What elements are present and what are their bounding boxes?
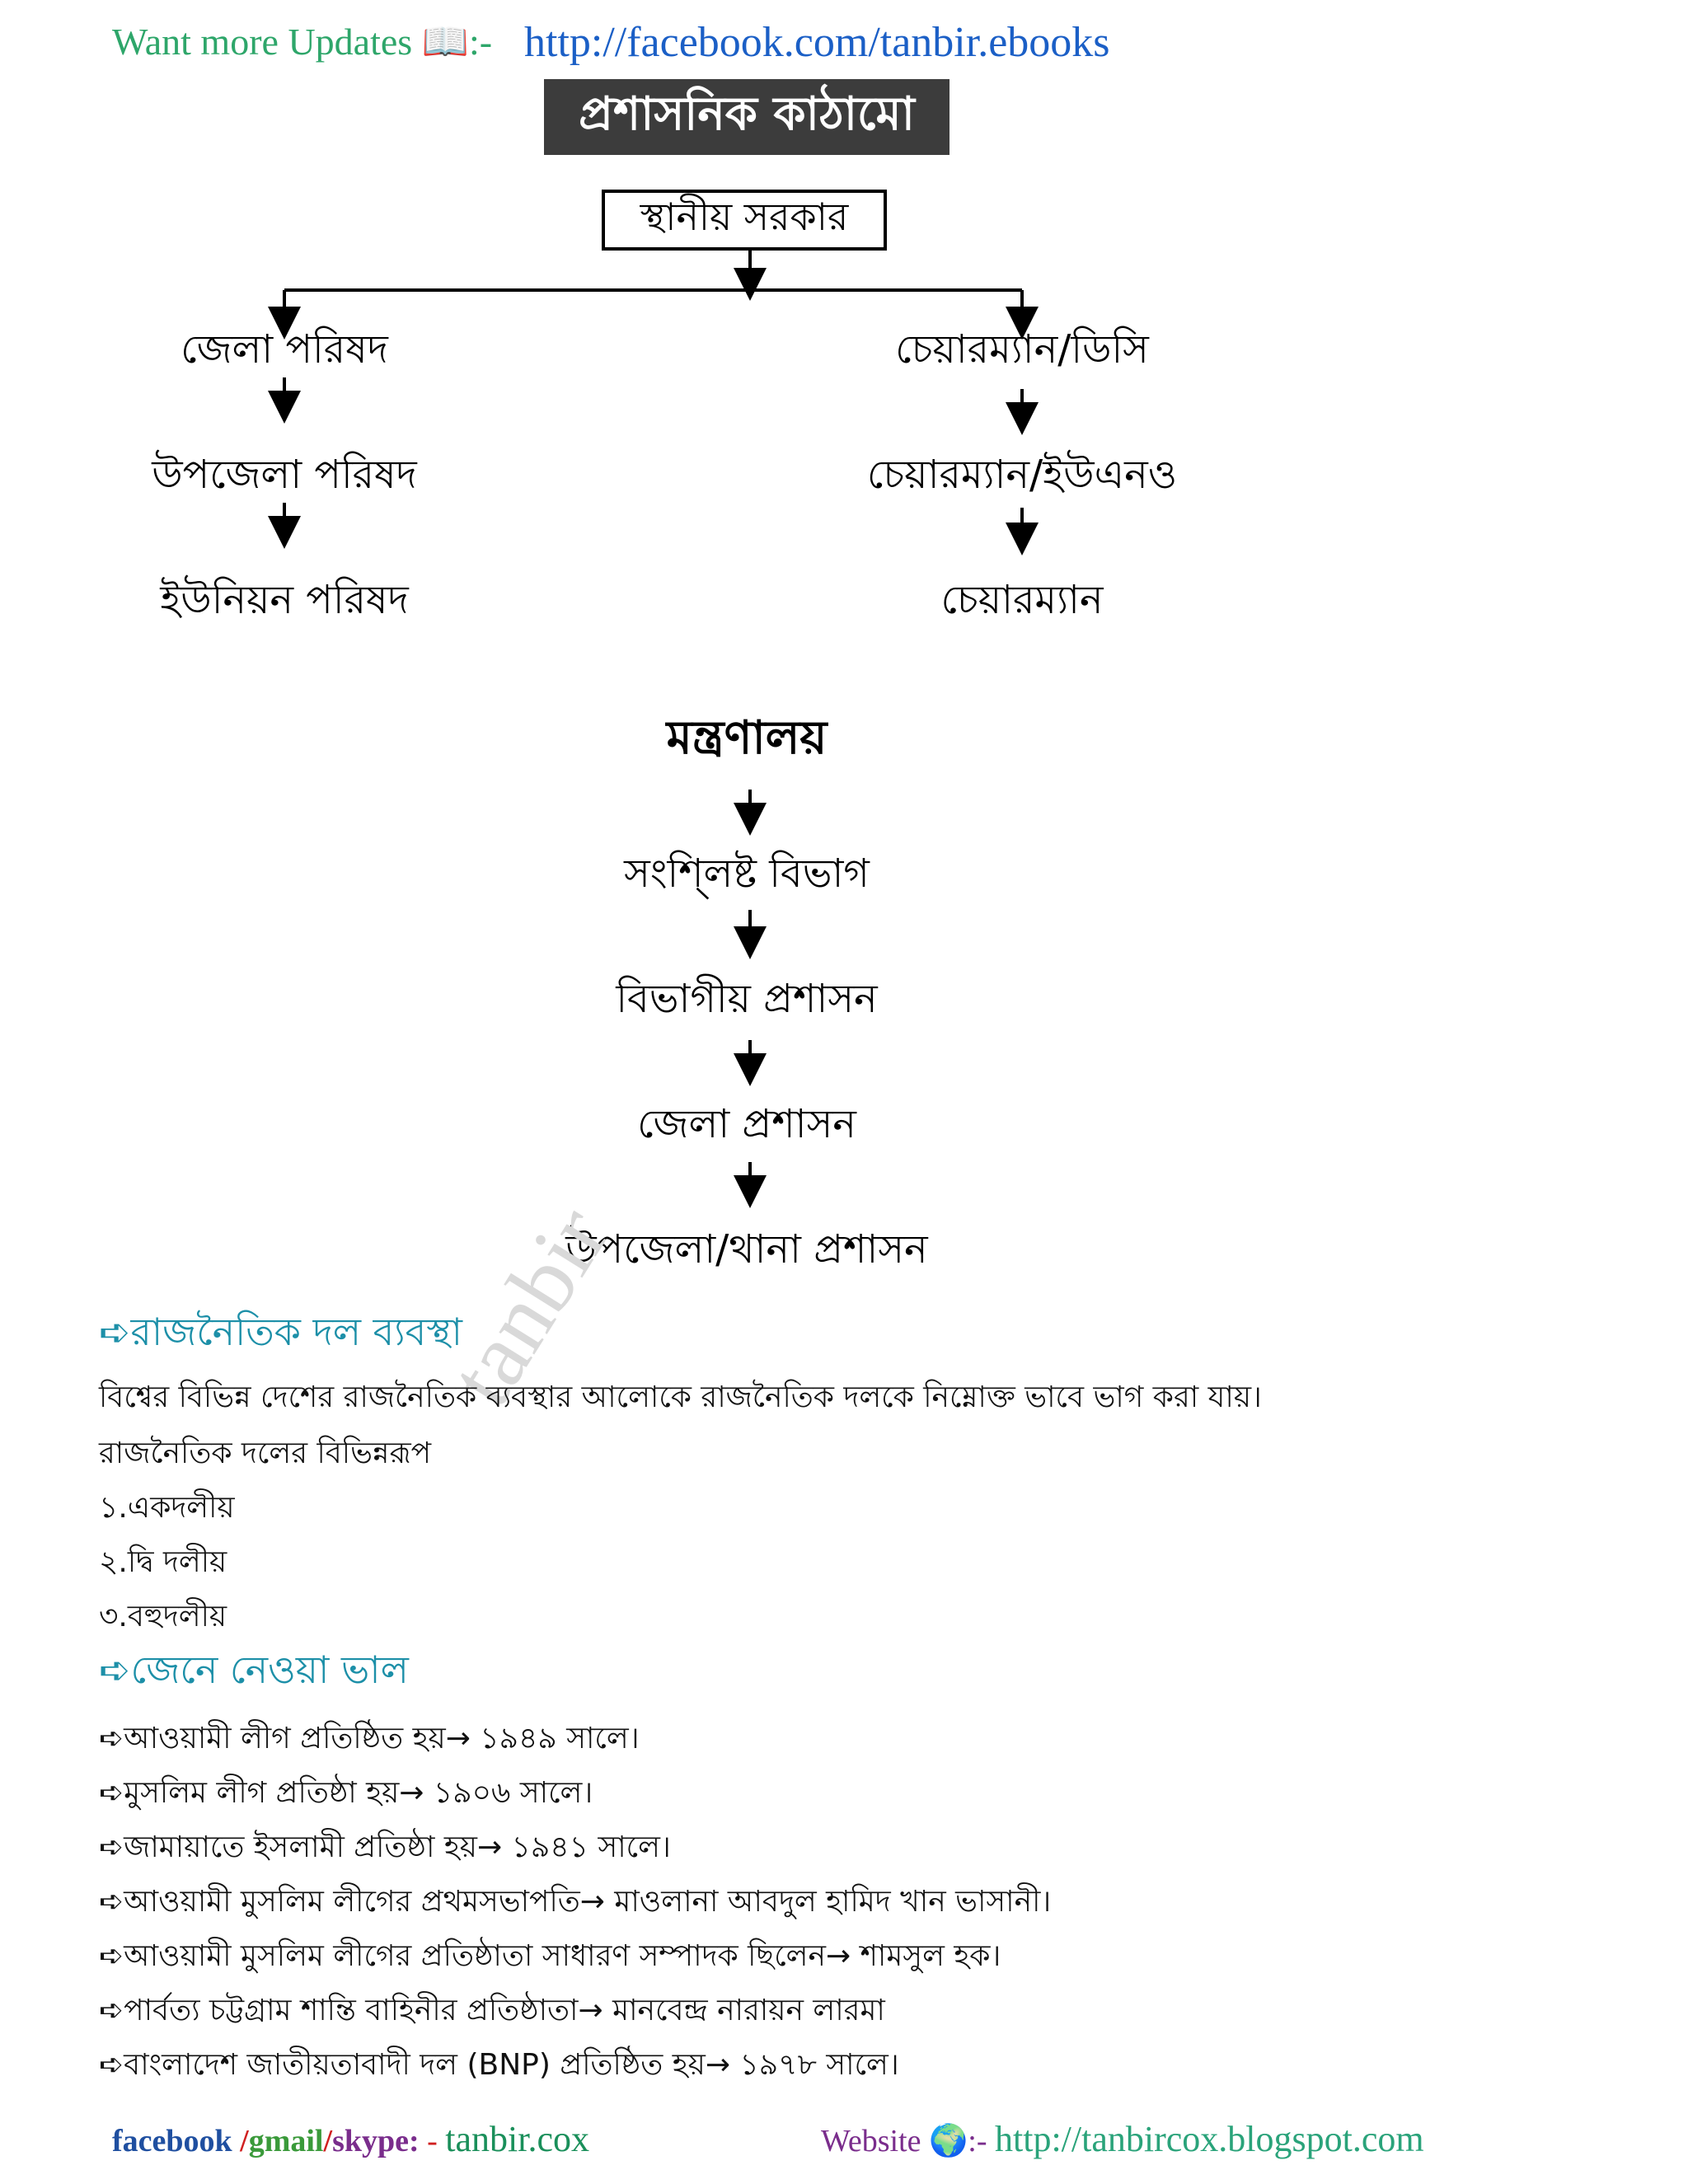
party-type-item: ৩.বহুদলীয় xyxy=(99,1600,227,1633)
chart-node-left-1: জেলা পরিষদ xyxy=(181,326,388,373)
fact-item: ➪জামায়াতে ইসলামী প্রতিষ্ঠা হয়→ ১৯৪১ সালে। xyxy=(99,1830,671,1864)
footer-website-label: Website 🌍:- xyxy=(821,2124,987,2158)
footer-contact xyxy=(112,2118,589,2160)
page-title: প্রশাসনিক কাঠামো xyxy=(544,79,950,155)
chart-root-local-government: স্থানীয় সরকার xyxy=(602,190,887,251)
footer-facebook-label: facebook xyxy=(112,2124,232,2158)
footer-separator: / xyxy=(232,2124,249,2158)
chart-node-ministry-4: উপজেলা/থানা প্রশাসন xyxy=(565,1226,928,1272)
footer-separator: / xyxy=(323,2124,333,2158)
chart-node-right-2: চেয়ারম্যান/ইউএনও xyxy=(866,452,1178,498)
fact-item: ➪পার্বত্য চট্টগ্রাম শান্তি বাহিনীর প্রতিষ্ঠাতা→ মানবেন্দ্র নারায়ন লারমা xyxy=(99,1994,885,2027)
chart-node-left-2: উপজেলা পরিষদ xyxy=(152,452,417,498)
fact-item: ➪আওয়ামী মুসলিম লীগের প্রতিষ্ঠাতা সাধারণ সম্পাদক ছিলেন→ শামসুল হক। xyxy=(99,1939,1001,1973)
chart-node-ministry-1: সংশি্লষ্ট বিভাগ xyxy=(624,851,870,897)
section-heading-good-to-know: ➪জেনে নেওয়া ভাল xyxy=(99,1647,409,1692)
political-parties-intro: বিশ্বের বিভিন্ন দেশের রাজনৈতিক ব্যবস্থার আলোকে রাজনৈতিক দলকে নিম্নোক্ত ভাবে ভাগ করা যায়। xyxy=(99,1380,1262,1414)
political-parties-subhead: রাজনৈতিক দলের বিভিন্নরূপ xyxy=(99,1436,432,1470)
footer-skype-label: skype: xyxy=(332,2124,420,2158)
footer-website-link[interactable]: http://tanbircox.blogspot.com xyxy=(995,2119,1424,2159)
chart-node-ministry-3: জেলা প্রশাসন xyxy=(637,1101,856,1147)
header-facebook-link[interactable]: http://facebook.com/tanbir.ebooks xyxy=(524,19,1110,66)
chart-node-right-1: চেয়ারম্যান/ডিসি xyxy=(895,326,1149,373)
party-type-item: ১.একদলীয় xyxy=(99,1491,235,1525)
fact-item: ➪মুসলিম লীগ প্রতিষ্ঠা হয়→ ১৯০৬ সালে। xyxy=(99,1776,593,1810)
footer-gmail-label: gmail xyxy=(248,2124,324,2158)
watermark: tanbir xyxy=(429,1189,628,1422)
fact-item: ➪আওয়ামী লীগ প্রতিষ্ঠিত হয়→ ১৯৪৯ সালে। xyxy=(99,1722,640,1755)
section-heading-political-parties: ➪রাজনৈতিক দল ব্যবস্থা xyxy=(99,1310,462,1354)
fact-item: ➪আওয়ামী মুসলিম লীগের প্রথমসভাপতি→ মাওলানা আবদুল হামিদ খান ভাসানী। xyxy=(99,1885,1052,1919)
chart-node-left-3: ইউনিয়ন পরিষদ xyxy=(160,577,409,623)
footer-contact-value[interactable]: tanbir.cox xyxy=(445,2119,590,2159)
chart-root-ministry: মন্ত্রণালয় xyxy=(666,711,828,765)
fact-item: ➪বাংলাদেশ জাতীয়তাবাদী দল (BNP) প্রতিষ্ঠিত হয়→ ১৯৭৮ সালে। xyxy=(99,2048,899,2082)
party-type-item: ২.দ্বি দলীয় xyxy=(99,1545,227,1579)
chart-node-right-3: চেয়ারম্যান xyxy=(940,577,1104,623)
chart-node-ministry-2: বিভাগীয় প্রশাসন xyxy=(616,976,878,1022)
header-label: Want more Updates 📖:- xyxy=(112,21,493,63)
footer-website xyxy=(821,2118,1424,2160)
footer-dash: - xyxy=(419,2124,446,2158)
